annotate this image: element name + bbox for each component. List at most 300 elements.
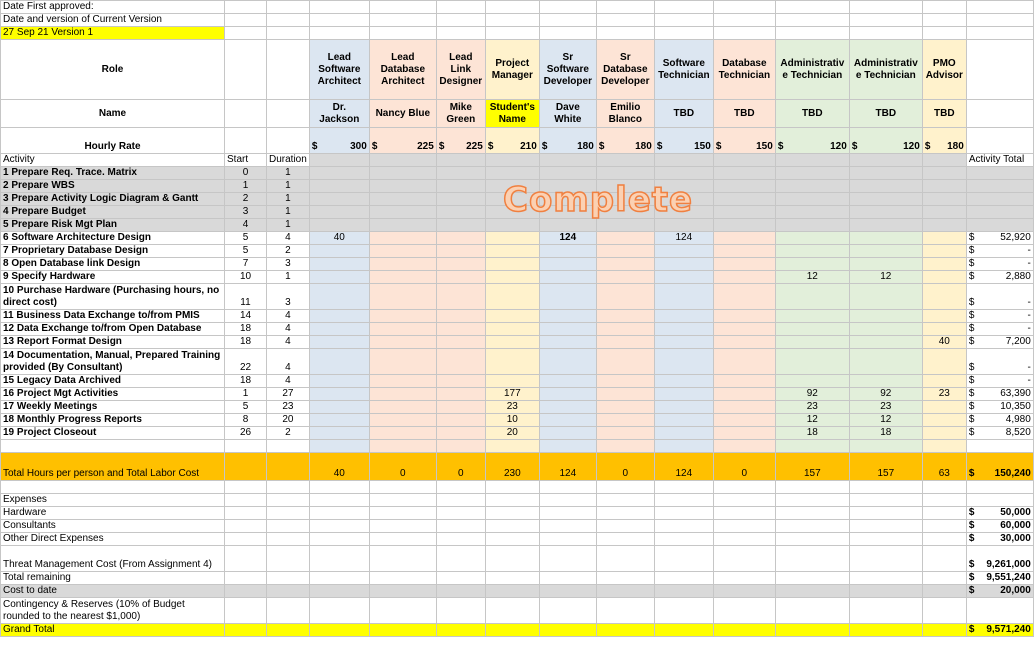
hours-cell[interactable] <box>922 232 966 245</box>
hours-cell[interactable] <box>849 336 922 349</box>
hours-cell[interactable] <box>309 323 369 336</box>
activity-start[interactable]: 14 <box>225 310 267 323</box>
hours-cell[interactable] <box>369 375 436 388</box>
hours-cell[interactable] <box>369 271 436 284</box>
hours-cell[interactable] <box>849 167 922 180</box>
hours-cell[interactable] <box>369 245 436 258</box>
activity-duration[interactable]: 4 <box>267 349 310 375</box>
hours-cell[interactable] <box>713 323 775 336</box>
hours-cell[interactable] <box>922 427 966 440</box>
hours-cell[interactable] <box>309 388 369 401</box>
hours-cell[interactable] <box>436 414 485 427</box>
hours-cell[interactable] <box>436 284 485 310</box>
hours-cell[interactable] <box>309 180 369 193</box>
hours-cell[interactable]: 12 <box>775 414 849 427</box>
activity-name[interactable]: 7 Proprietary Database Design <box>1 245 225 258</box>
hours-cell[interactable] <box>775 167 849 180</box>
activity-duration[interactable]: 1 <box>267 206 310 219</box>
hours-cell[interactable] <box>775 219 849 232</box>
hours-cell[interactable] <box>849 180 922 193</box>
hours-cell[interactable] <box>922 375 966 388</box>
date-first-approved-label: Date First approved: <box>1 1 225 14</box>
hours-cell[interactable] <box>596 232 654 245</box>
hours-cell[interactable] <box>713 271 775 284</box>
hours-cell[interactable] <box>849 206 922 219</box>
activity-start[interactable]: 5 <box>225 245 267 258</box>
hours-cell[interactable] <box>775 336 849 349</box>
activity-duration[interactable]: 2 <box>267 245 310 258</box>
hours-cell[interactable] <box>713 375 775 388</box>
activity-name[interactable]: 15 Legacy Data Archived <box>1 375 225 388</box>
hours-cell[interactable] <box>485 219 539 232</box>
hours-cell[interactable]: 124 <box>539 232 596 245</box>
activity-duration[interactable]: 4 <box>267 310 310 323</box>
hours-cell[interactable]: 23 <box>922 388 966 401</box>
activity-total-cell[interactable] <box>966 284 1033 310</box>
activity-name[interactable]: 5 Prepare Risk Mgt Plan <box>1 219 225 232</box>
hours-cell[interactable] <box>596 336 654 349</box>
hours-cell[interactable] <box>713 219 775 232</box>
hours-cell[interactable] <box>539 323 596 336</box>
activity-start[interactable]: 18 <box>225 336 267 349</box>
hours-cell[interactable] <box>539 258 596 271</box>
hours-cell[interactable] <box>713 167 775 180</box>
hours-cell[interactable]: 12 <box>849 271 922 284</box>
hours-cell[interactable] <box>596 323 654 336</box>
hours-cell[interactable] <box>713 258 775 271</box>
hours-cell[interactable] <box>309 258 369 271</box>
hours-cell[interactable] <box>849 219 922 232</box>
activity-duration[interactable]: 4 <box>267 336 310 349</box>
empty-cell <box>713 624 775 637</box>
activity-name[interactable]: 12 Data Exchange to/from Open Database <box>1 323 225 336</box>
hours-cell[interactable] <box>775 206 849 219</box>
hours-cell[interactable] <box>775 245 849 258</box>
activity-start[interactable]: 10 <box>225 271 267 284</box>
activity-total-cell[interactable] <box>966 427 1033 440</box>
hours-cell[interactable] <box>654 388 713 401</box>
empty-cell <box>966 14 1033 27</box>
empty-cell <box>436 494 485 507</box>
dollar-sign: $ <box>968 414 975 425</box>
hours-cell[interactable] <box>775 284 849 310</box>
hours-cell[interactable]: 40 <box>922 336 966 349</box>
hours-cell[interactable] <box>539 245 596 258</box>
hours-cell[interactable] <box>369 193 436 206</box>
hours-cell[interactable] <box>539 349 596 375</box>
hours-cell[interactable] <box>654 336 713 349</box>
activity-start[interactable]: 18 <box>225 323 267 336</box>
empty-cell <box>309 572 369 585</box>
hours-cell[interactable] <box>849 349 922 375</box>
hours-cell[interactable] <box>596 388 654 401</box>
hours-cell[interactable]: 92 <box>849 388 922 401</box>
activity-duration[interactable]: 1 <box>267 193 310 206</box>
hours-cell[interactable]: 12 <box>849 414 922 427</box>
activity-total-cell[interactable] <box>966 323 1033 336</box>
activity-total-cell[interactable] <box>966 336 1033 349</box>
hours-cell[interactable] <box>596 284 654 310</box>
hours-cell[interactable]: 40 <box>309 232 369 245</box>
hours-cell[interactable] <box>849 232 922 245</box>
hours-cell[interactable] <box>369 388 436 401</box>
hours-cell[interactable] <box>539 427 596 440</box>
hours-cell[interactable] <box>849 245 922 258</box>
activity-total-cell[interactable] <box>966 180 1033 193</box>
activity-total-value: - <box>1027 245 1031 256</box>
hours-cell[interactable] <box>849 375 922 388</box>
hours-cell[interactable] <box>436 336 485 349</box>
hours-cell[interactable] <box>775 258 849 271</box>
hours-cell[interactable] <box>539 388 596 401</box>
activity-name[interactable]: 2 Prepare WBS <box>1 180 225 193</box>
activity-start[interactable]: 4 <box>225 219 267 232</box>
hours-cell[interactable] <box>596 401 654 414</box>
hours-cell[interactable] <box>654 258 713 271</box>
hours-cell[interactable] <box>654 414 713 427</box>
hours-cell[interactable] <box>436 375 485 388</box>
hours-cell[interactable] <box>713 232 775 245</box>
hours-cell[interactable] <box>713 427 775 440</box>
hours-cell[interactable] <box>369 180 436 193</box>
expense-label: Other Direct Expenses <box>1 533 225 546</box>
hours-cell[interactable] <box>369 349 436 375</box>
activity-total-cell[interactable] <box>966 375 1033 388</box>
hours-cell[interactable] <box>309 336 369 349</box>
hours-cell[interactable] <box>436 310 485 323</box>
activity-start[interactable]: 18 <box>225 375 267 388</box>
hours-cell[interactable] <box>596 245 654 258</box>
activity-duration[interactable]: 23 <box>267 401 310 414</box>
activity-start[interactable]: 5 <box>225 232 267 245</box>
hours-cell[interactable] <box>309 167 369 180</box>
activity-name[interactable]: 3 Prepare Activity Logic Diagram & Gantt <box>1 193 225 206</box>
hours-cell[interactable] <box>596 219 654 232</box>
hours-cell[interactable]: 177 <box>485 388 539 401</box>
hours-cell[interactable]: 10 <box>485 414 539 427</box>
hours-cell[interactable] <box>654 245 713 258</box>
expense-amount: 60,000 <box>1000 520 1031 531</box>
hours-cell[interactable] <box>436 193 485 206</box>
empty-cell <box>596 154 654 167</box>
hours-cell[interactable] <box>654 375 713 388</box>
hours-cell[interactable] <box>539 375 596 388</box>
total-hours-cell: 124 <box>539 453 596 481</box>
hourly-rate-cell <box>922 128 966 154</box>
hours-cell[interactable]: 23 <box>849 401 922 414</box>
hours-cell[interactable] <box>369 336 436 349</box>
hours-cell[interactable] <box>485 336 539 349</box>
hours-cell[interactable] <box>539 271 596 284</box>
activity-start[interactable]: 26 <box>225 427 267 440</box>
hours-cell[interactable] <box>309 271 369 284</box>
activity-total-cell[interactable] <box>966 232 1033 245</box>
hours-cell[interactable] <box>485 258 539 271</box>
hours-cell[interactable] <box>596 349 654 375</box>
activity-start[interactable]: 7 <box>225 258 267 271</box>
activity-duration[interactable]: 3 <box>267 258 310 271</box>
hours-cell[interactable] <box>436 206 485 219</box>
activity-name[interactable]: 18 Monthly Progress Reports <box>1 414 225 427</box>
hours-cell[interactable] <box>596 258 654 271</box>
activity-name[interactable]: 10 Purchase Hardware (Purchasing hours, no direct cost) <box>1 284 225 310</box>
hours-cell[interactable] <box>922 310 966 323</box>
hours-cell[interactable] <box>485 349 539 375</box>
activity-duration[interactable]: 2 <box>267 427 310 440</box>
hours-cell[interactable] <box>775 310 849 323</box>
activity-name[interactable]: 19 Project Closeout <box>1 427 225 440</box>
hours-cell[interactable] <box>922 258 966 271</box>
activity-total-cell[interactable] <box>966 414 1033 427</box>
hours-cell[interactable] <box>436 258 485 271</box>
hours-cell[interactable] <box>713 401 775 414</box>
hours-cell[interactable] <box>485 232 539 245</box>
activity-total-cell[interactable] <box>966 245 1033 258</box>
hours-cell[interactable] <box>309 414 369 427</box>
hours-cell[interactable] <box>539 284 596 310</box>
hours-cell[interactable] <box>309 427 369 440</box>
activity-duration[interactable]: 4 <box>267 375 310 388</box>
activity-name[interactable]: 6 Software Architecture Design <box>1 232 225 245</box>
activity-name[interactable]: 8 Open Database link Design <box>1 258 225 271</box>
activity-duration[interactable]: 1 <box>267 219 310 232</box>
hours-cell[interactable] <box>369 284 436 310</box>
activity-duration[interactable]: 27 <box>267 388 310 401</box>
hours-cell[interactable] <box>309 193 369 206</box>
hours-cell[interactable] <box>485 310 539 323</box>
hours-cell[interactable] <box>922 323 966 336</box>
hours-cell[interactable] <box>309 219 369 232</box>
hours-cell[interactable] <box>713 349 775 375</box>
activity-name[interactable]: 1 Prepare Req. Trace. Matrix <box>1 167 225 180</box>
empty-cell <box>849 572 922 585</box>
hours-cell[interactable] <box>309 206 369 219</box>
activity-start[interactable]: 2 <box>225 193 267 206</box>
hours-cell[interactable] <box>309 310 369 323</box>
hours-cell[interactable] <box>436 427 485 440</box>
hours-cell[interactable] <box>369 219 436 232</box>
hours-cell[interactable] <box>654 167 713 180</box>
hours-cell[interactable] <box>369 167 436 180</box>
hours-cell[interactable] <box>596 310 654 323</box>
activity-start[interactable]: 8 <box>225 414 267 427</box>
activity-total-cell[interactable] <box>966 206 1033 219</box>
hours-cell[interactable] <box>713 193 775 206</box>
hours-cell[interactable] <box>596 167 654 180</box>
activity-start[interactable]: 5 <box>225 401 267 414</box>
hours-cell[interactable]: 18 <box>775 427 849 440</box>
hours-cell[interactable]: 18 <box>849 427 922 440</box>
hours-cell[interactable]: 92 <box>775 388 849 401</box>
hours-cell[interactable] <box>713 206 775 219</box>
activity-duration[interactable]: 4 <box>267 232 310 245</box>
hours-cell[interactable] <box>436 323 485 336</box>
hours-cell[interactable] <box>922 167 966 180</box>
hours-cell[interactable] <box>369 206 436 219</box>
hours-cell[interactable] <box>596 427 654 440</box>
activity-start[interactable]: 22 <box>225 349 267 375</box>
activity-total-cell[interactable] <box>966 193 1033 206</box>
hours-cell[interactable] <box>596 271 654 284</box>
hours-cell[interactable] <box>654 271 713 284</box>
hours-cell[interactable] <box>654 401 713 414</box>
hours-cell[interactable] <box>713 284 775 310</box>
hours-cell[interactable] <box>539 336 596 349</box>
hours-cell[interactable] <box>922 401 966 414</box>
empty-cell <box>436 481 485 494</box>
hours-cell[interactable] <box>309 375 369 388</box>
hours-cell[interactable] <box>436 349 485 375</box>
hours-cell[interactable] <box>369 232 436 245</box>
hours-cell[interactable] <box>485 323 539 336</box>
staff-name: Dave White <box>539 100 596 128</box>
total-hours-cell: 0 <box>369 453 436 481</box>
expense-label: Threat Management Cost (From Assignment 4) <box>1 546 225 572</box>
hours-cell[interactable]: 23 <box>485 401 539 414</box>
hours-cell[interactable] <box>849 258 922 271</box>
hours-cell[interactable] <box>436 401 485 414</box>
hours-cell[interactable] <box>309 284 369 310</box>
hours-cell[interactable] <box>539 167 596 180</box>
hours-cell[interactable] <box>596 414 654 427</box>
activity-duration[interactable]: 4 <box>267 323 310 336</box>
activity-duration[interactable]: 1 <box>267 271 310 284</box>
hours-cell[interactable] <box>775 193 849 206</box>
hours-cell[interactable] <box>485 167 539 180</box>
activity-start[interactable]: 3 <box>225 206 267 219</box>
hours-cell[interactable] <box>922 193 966 206</box>
hours-cell[interactable] <box>436 219 485 232</box>
hours-cell[interactable] <box>922 219 966 232</box>
hours-cell[interactable] <box>775 180 849 193</box>
hours-cell[interactable] <box>713 310 775 323</box>
hours-cell[interactable]: 124 <box>654 232 713 245</box>
hours-cell[interactable] <box>436 245 485 258</box>
hours-cell[interactable] <box>775 232 849 245</box>
activity-total-value: - <box>1027 258 1031 269</box>
hours-cell[interactable] <box>369 258 436 271</box>
activity-name[interactable]: 11 Business Data Exchange to/from PMIS <box>1 310 225 323</box>
activity-name[interactable]: 14 Documentation, Manual, Prepared Training provided (By Consultant) <box>1 349 225 375</box>
activity-total-cell[interactable] <box>966 349 1033 375</box>
name-label: Name <box>1 100 225 128</box>
activity-duration[interactable]: 1 <box>267 180 310 193</box>
hours-cell[interactable] <box>922 245 966 258</box>
hours-cell[interactable] <box>309 349 369 375</box>
hours-cell[interactable] <box>713 245 775 258</box>
hours-cell[interactable] <box>922 284 966 310</box>
activity-start[interactable]: 1 <box>225 388 267 401</box>
activity-start[interactable]: 0 <box>225 167 267 180</box>
hours-cell[interactable] <box>539 219 596 232</box>
hours-cell[interactable]: 12 <box>775 271 849 284</box>
hours-cell[interactable] <box>654 349 713 375</box>
hours-cell[interactable] <box>369 427 436 440</box>
empty-cell <box>485 533 539 546</box>
hours-cell[interactable] <box>849 323 922 336</box>
hours-cell[interactable]: 23 <box>775 401 849 414</box>
activity-duration[interactable]: 3 <box>267 284 310 310</box>
hours-cell[interactable] <box>596 375 654 388</box>
hours-cell[interactable] <box>436 167 485 180</box>
hours-cell[interactable] <box>485 245 539 258</box>
activity-total-cell[interactable] <box>966 271 1033 284</box>
activity-start[interactable]: 11 <box>225 284 267 310</box>
hours-cell[interactable] <box>849 310 922 323</box>
activity-duration[interactable]: 20 <box>267 414 310 427</box>
activity-name[interactable]: 17 Weekly Meetings <box>1 401 225 414</box>
hours-cell[interactable] <box>485 284 539 310</box>
hours-cell[interactable] <box>369 323 436 336</box>
activity-total-cell[interactable] <box>966 219 1033 232</box>
hours-cell[interactable] <box>849 193 922 206</box>
hours-cell[interactable] <box>654 427 713 440</box>
activity-name[interactable]: 9 Specify Hardware <box>1 271 225 284</box>
hours-cell[interactable]: 20 <box>485 427 539 440</box>
hours-cell[interactable] <box>849 284 922 310</box>
activity-total-cell[interactable] <box>966 310 1033 323</box>
hours-cell[interactable] <box>539 401 596 414</box>
hours-cell[interactable] <box>369 310 436 323</box>
activity-total-cell[interactable] <box>966 167 1033 180</box>
activity-duration[interactable]: 1 <box>267 167 310 180</box>
hours-cell[interactable] <box>775 349 849 375</box>
hours-cell[interactable] <box>922 180 966 193</box>
empty-cell <box>596 533 654 546</box>
activity-total-cell[interactable] <box>966 388 1033 401</box>
hours-cell[interactable] <box>713 336 775 349</box>
hours-cell[interactable] <box>485 271 539 284</box>
hours-cell[interactable] <box>713 180 775 193</box>
hours-cell[interactable] <box>539 310 596 323</box>
hours-cell[interactable] <box>654 310 713 323</box>
hours-cell[interactable] <box>369 414 436 427</box>
activity-row <box>1 232 1034 245</box>
activity-total-cell[interactable] <box>966 401 1033 414</box>
hours-cell[interactable] <box>654 323 713 336</box>
activity-name[interactable]: 13 Report Format Design <box>1 336 225 349</box>
hours-cell[interactable] <box>654 284 713 310</box>
hours-cell[interactable] <box>922 271 966 284</box>
hours-cell[interactable] <box>775 375 849 388</box>
empty-cell <box>225 453 267 481</box>
activity-name[interactable]: 4 Prepare Budget <box>1 206 225 219</box>
hours-cell[interactable] <box>922 206 966 219</box>
hours-cell[interactable] <box>922 414 966 427</box>
hours-cell[interactable] <box>713 414 775 427</box>
hours-cell[interactable] <box>775 323 849 336</box>
hours-cell[interactable] <box>436 232 485 245</box>
hours-cell[interactable] <box>539 414 596 427</box>
activity-name[interactable]: 16 Project Mgt Activities <box>1 388 225 401</box>
hours-cell[interactable] <box>436 388 485 401</box>
activity-total-value: - <box>1027 375 1031 386</box>
hours-cell[interactable] <box>436 180 485 193</box>
activity-total-cell[interactable] <box>966 258 1033 271</box>
hours-cell[interactable] <box>922 349 966 375</box>
hours-cell[interactable] <box>436 271 485 284</box>
expense-row <box>1 507 1034 520</box>
hours-cell[interactable] <box>654 219 713 232</box>
hours-cell[interactable] <box>713 388 775 401</box>
hours-cell[interactable] <box>309 401 369 414</box>
activity-start[interactable]: 1 <box>225 180 267 193</box>
hours-cell[interactable] <box>309 245 369 258</box>
hours-cell[interactable] <box>369 401 436 414</box>
activity-row <box>1 349 1034 375</box>
empty-cell <box>485 494 539 507</box>
hours-cell[interactable] <box>485 375 539 388</box>
